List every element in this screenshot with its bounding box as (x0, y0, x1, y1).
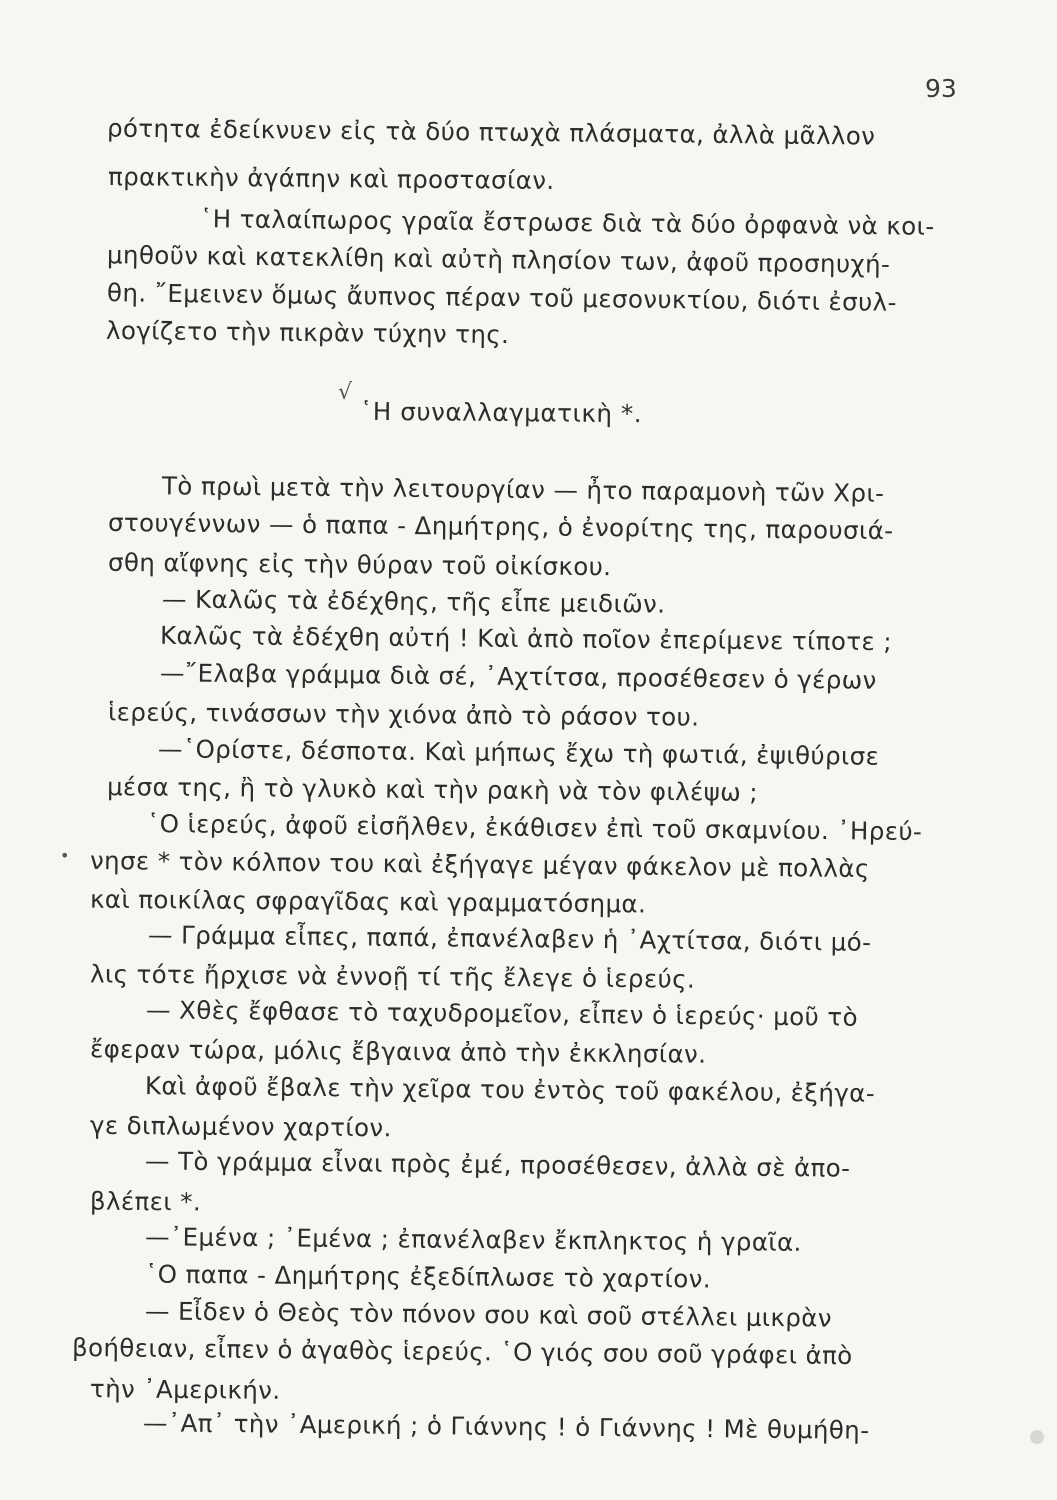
text-line: ἔφεραν τώρα, μόλις ἔβγαινα ἀπὸ τὴν ἐκκλησίαν. (89, 1034, 707, 1069)
text-line: —῎Ελαβα γράμμα διὰ σέ, ᾿Αχτίτσα, προσέθεσεν ὁ γέρων (159, 658, 877, 695)
margin-bullet-mark: • (60, 846, 70, 865)
page-edge-blemish (1030, 1430, 1044, 1444)
text-line: τὴν ᾿Αμερικήν. (89, 1374, 281, 1405)
margin-check-mark: √ (338, 380, 353, 405)
section-heading: ῾Η συναλλαγματικὴ *. (359, 396, 643, 429)
text-line: μηθοῦν καὶ κατεκλίθη καὶ αὐτὴ πλησίον των, ἀφοῦ προσηυχή- (106, 240, 891, 279)
text-line: βοήθειαν, εἶπεν ὁ ἀγαθὸς ἱερεύς. ῾Ο γιός σου σοῦ γράφει ἀπὸ (71, 1332, 853, 1371)
text-line: μέσα της, ἢ τὸ γλυκὸ καὶ τὴν ρακὴ νὰ τὸν φιλέψω ; (106, 772, 759, 807)
text-line: ῾Ο ἱερεύς, ἀφοῦ εἰσῆλθεν, ἐκάθισεν ἐπὶ τοῦ σκαμνίου. ᾿Ηρεύ- (146, 808, 923, 847)
text-line: ῾Η ταλαίπωρος γραῖα ἔστρωσε διὰ τὰ δύο ὀρφανὰ νὰ κοι- (199, 204, 935, 241)
text-line: νησε * τὸν κόλπον του καὶ ἐξήγαγε μέγαν φάκελον μὲ πολλὰς (89, 845, 870, 884)
text-line: — Γράμμα εἶπες, παπά, ἐπανέλαβεν ἡ ᾿Αχτίτσα, διότι μό- (147, 920, 872, 957)
text-line: ρότητα ἐδείκνυεν εἰς τὰ δύο πτωχὰ πλάσματα, ἀλλὰ μᾶλλον (106, 113, 876, 151)
text-line: καὶ ποικίλας σφραγῖδας καὶ γραμματόσημα. (89, 884, 647, 919)
text-line: Καλῶς τὰ ἐδέχθη αὐτή ! Καὶ ἀπὸ ποῖον ἐπερίμενε τίποτε ; (159, 620, 893, 657)
text-line: λις τότε ἤρχισε νὰ ἐννοῇ τί τῆς ἔλεγε ὁ ἱερεύς. (89, 959, 696, 994)
text-line: — Τὸ γράμμα εἶναι πρὸς ἐμέ, προσέθεσεν, ἀλλὰ σὲ ἀπο- (144, 1146, 851, 1183)
text-line: ἱερεύς, τινάσσων τὴν χιόνα ἀπὸ τὸ ράσον του. (107, 697, 700, 732)
text-line: σθη αἴφνης εἰς τὴν θύραν τοῦ οἰκίσκου. (107, 547, 612, 582)
text-line: λογίζετο τὴν πικρὰν τύχην της. (105, 315, 510, 350)
text-line: —᾿Εμένα ; ᾿Εμένα ; ἐπανέλαβεν ἔκπληκτος ἡ γραῖα. (144, 1222, 802, 1257)
text-line: Τὸ πρωὶ μετὰ τὴν λειτουργίαν — ἦτο παραμονὴ τῶν Χρι- (161, 471, 885, 508)
text-line: — Χθὲς ἔφθασε τὸ ταχυδρομεῖον, εἶπεν ὁ ἱερεύς· μοῦ τὸ (145, 995, 859, 1032)
text-line: θη. ῎Εμεινεν ὅμως ἄυπνος πέραν τοῦ μεσονυκτίου, διότι ἐσυλ- (106, 278, 897, 317)
text-line: Καὶ ἀφοῦ ἔβαλε τὴν χεῖρα του ἐντὸς τοῦ φακέλου, ἐξήγα- (144, 1071, 876, 1108)
text-line: στουγέννων — ὁ παπα - Δημήτρης, ὁ ἐνορίτης της, παρουσιά- (107, 507, 894, 546)
text-line: —῾Ορίστε, δέσποτα. Καὶ μήπως ἔχω τὴ φωτιά, ἐψιθύρισε (157, 734, 880, 771)
page-number: 93 (925, 74, 957, 103)
text-line: γε διπλωμένον χαρτίον. (89, 1110, 392, 1143)
text-line: πρακτικὴν ἀγάπην καὶ προστασίαν. (107, 162, 555, 195)
text-line: — Καλῶς τὰ ἐδέχθης, τῆς εἶπε μειδιῶν. (161, 584, 666, 619)
text-line: ῾Ο παπα - Δημήτρης ἐξεδίπλωσε τὸ χαρτίον. (144, 1259, 712, 1294)
text-line: — Εἶδεν ὁ Θεὸς τὸν πόνον σου καὶ σοῦ στέλλει μικρὰν (144, 1296, 833, 1333)
text-line: βλέπει *. (89, 1186, 202, 1217)
text-line: —᾿Απ᾿ τὴν ᾿Αμερική ; ὁ Γιάννης ! ὁ Γιάννης ! Μὲ θυμήθη- (142, 1408, 870, 1445)
